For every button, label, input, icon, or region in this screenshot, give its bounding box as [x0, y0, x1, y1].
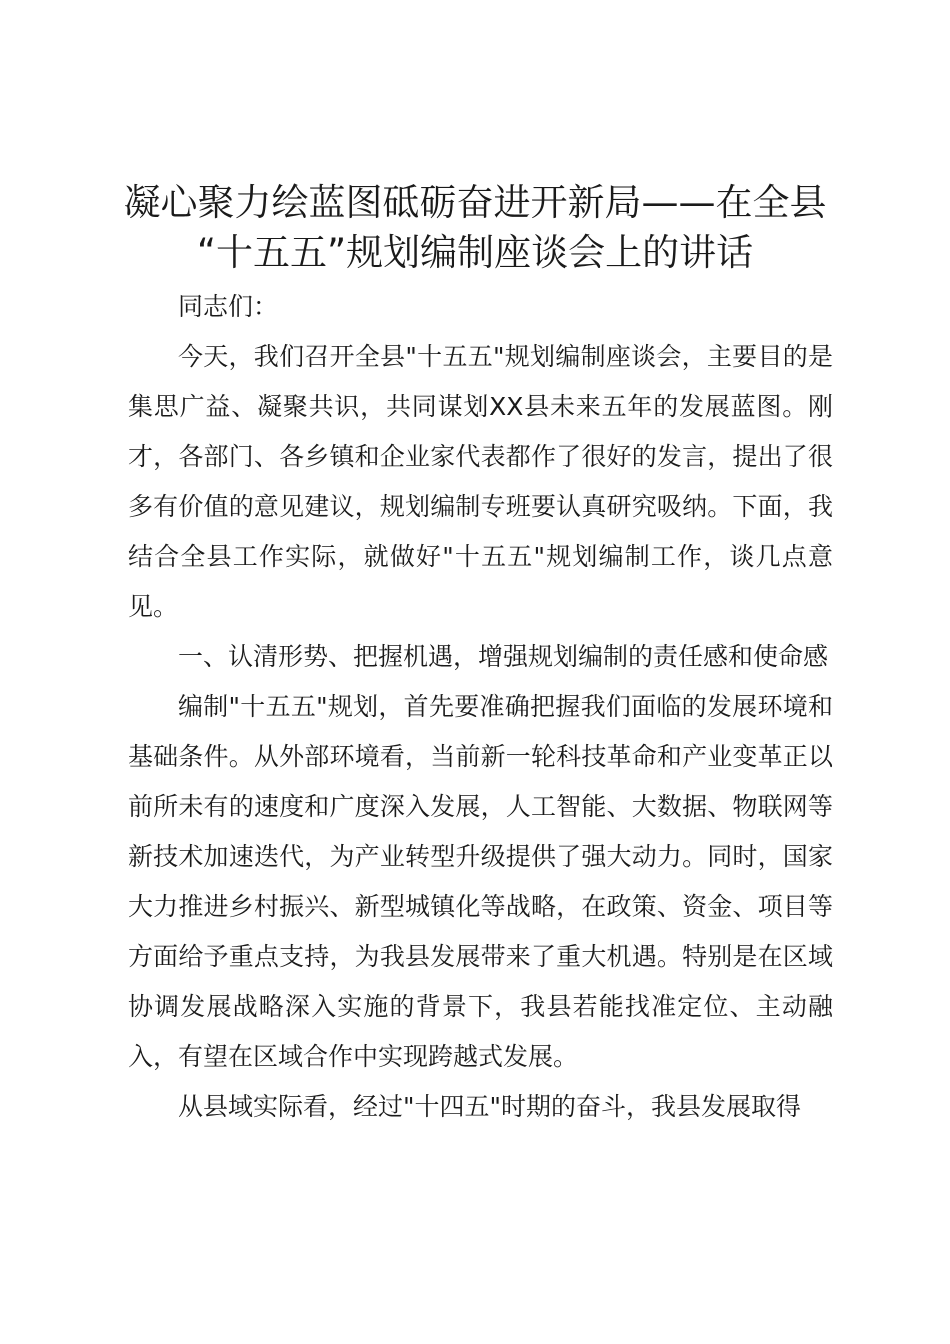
title-line-1: 凝心聚力绘蓝图砥砺奋进开新局——在全县: [123, 181, 827, 224]
document-title: [110, 178, 840, 278]
paragraph-intro: 今天，我们召开全县"十五五"规划编制座谈会，主要目的是集思广益、凝聚共识，共同谋划XX县未来五年的发展蓝图。刚才，各部门、各乡镇和企业家代表都作了很好的发言，提出了很多有价值的意见建议，规划编制专班要认真研究吸纳。下面，我结合全县工作实际，就做好"十五五"规划编制工作，谈几点意见。: [128, 342, 833, 621]
paragraph-section-1-a: 编制"十五五"规划，首先要准确把握我们面临的发展环境和基础条件。从外部环境看，当前新一轮科技革命和产业变革正以前所未有的速度和广度深入发展，人工智能、大数据、物联网等新技术加速迭代，为产业转型升级提供了强大动力。同时，国家大力推进乡村振兴、新型城镇化等战略，在政策、资金、项目等方面给予重点支持，为我县发展带来了重大机遇。特别是在区域协调发展战略深入实施的背景下，我县若能找准定位、主动融入，有望在区域合作中实现跨越式发展。: [128, 692, 833, 1071]
paragraph-section-1-b: 从县域实际看，经过"十四五"时期的奋斗，我县发展取得: [178, 1092, 802, 1121]
title-line-2: “十五五”规划编制座谈会上的讲话: [196, 231, 754, 274]
section-1-heading: 一、认清形势、把握机遇，增强规划编制的责任感和使命感: [178, 642, 829, 671]
document-body: [128, 282, 833, 1132]
salutation: 同志们：: [178, 292, 279, 321]
